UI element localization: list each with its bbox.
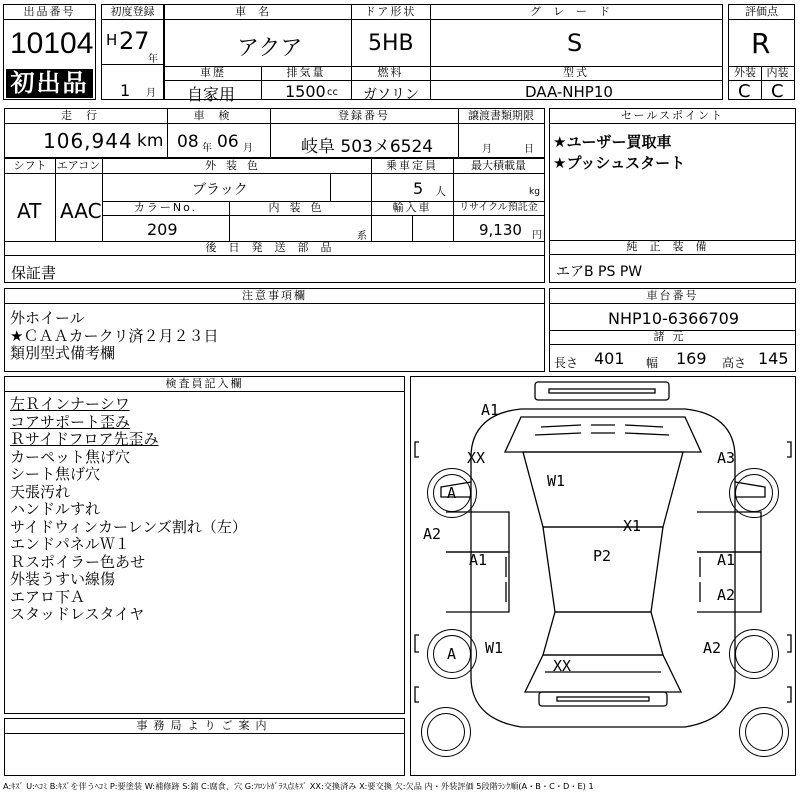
caution-line: 類別型式備考欄 [10, 344, 116, 362]
damage-mark: A3 [717, 449, 736, 467]
inspector-line: Ｒスポイラー色あせ [10, 552, 146, 571]
max-load-label: 最大積載量 [453, 159, 544, 174]
lot-number-cell [3, 4, 96, 100]
model-code: DAA-NHP10 [525, 83, 613, 101]
inspector-line: エアロ下Ａ [10, 587, 86, 606]
year-unit: 年 [148, 54, 158, 65]
sales-point-1: ★ユーザー買取車 [553, 133, 672, 151]
inspection-month: 06 [217, 132, 239, 152]
inspector-line: 天張汚れ [10, 482, 71, 501]
inspector-line: シート焦げ穴 [10, 465, 101, 483]
inspector-line: エンドパネルＷ１ [10, 535, 130, 553]
first-listing-badge: 初出品 [6, 69, 93, 98]
first-registration-cell [101, 4, 164, 100]
displacement-label: 排気量 [261, 66, 351, 81]
caution-label: 注意事項欄 [5, 289, 544, 304]
exterior-color: ブラック [192, 182, 248, 198]
load-unit: kg [529, 187, 540, 197]
damage-mark: A2 [703, 639, 722, 657]
overall-score: R [751, 27, 771, 60]
transfer-day-unit: 日 [524, 144, 534, 155]
aircon-label: エアコン [56, 159, 101, 172]
inspector-line: ハンドルすれ [10, 500, 101, 518]
damage-mark: A [447, 484, 457, 502]
shift-value: AT [17, 199, 42, 223]
displacement: 1500 [285, 82, 326, 101]
color-number: 209 [147, 220, 178, 239]
mileage-block [4, 108, 545, 158]
capacity-label: 乗車定員 [371, 159, 453, 174]
sales-point-label: セールスポイント [550, 109, 795, 124]
later-parts-label: 後日発送部品 [5, 241, 544, 256]
door-type: 5HB [368, 31, 414, 56]
office-block [4, 718, 405, 776]
transfer-doc-label: 譲渡書類期限 [458, 109, 544, 124]
damage-mark: XX [553, 657, 572, 675]
capacity-unit: 人 [435, 185, 446, 198]
inspector-line: コアサポート歪み [10, 412, 131, 431]
later-parts: 保証書 [11, 264, 57, 282]
car-diagram [410, 376, 796, 776]
recycle-label: リサイクル預託金 [453, 201, 544, 216]
damage-mark: A1 [481, 401, 500, 419]
spec-grid [4, 158, 545, 283]
damage-mark: A1 [717, 551, 736, 569]
exterior-score: C [738, 81, 751, 102]
interior-color-label: 内装色 [229, 201, 371, 216]
car-outline [411, 377, 795, 775]
car-name-label: 車名 [165, 5, 351, 20]
damage-mark: X1 [623, 517, 642, 535]
caution-lines [10, 310, 218, 363]
grade-label: グレード [430, 5, 722, 20]
registration-month: 1 [120, 81, 131, 100]
inspection-year: 08 [177, 132, 199, 152]
inspection-label: 車検 [167, 109, 270, 124]
grade: S [567, 29, 583, 57]
month-unit: 月 [146, 88, 156, 99]
interior-score: C [771, 81, 784, 102]
model-label: 型式 [430, 66, 722, 81]
inspector-line: 外装うすい線傷 [10, 570, 116, 588]
inspector-line: スタッドレスタイヤ [10, 605, 145, 623]
fuel: ガソリン [363, 87, 419, 103]
recycle-fee: 9,130 [479, 221, 522, 239]
shift-label: シフト [5, 159, 55, 174]
mileage-unit: km [137, 131, 164, 151]
chassis-number: NHP10-6366709 [608, 309, 740, 328]
genuine-equipment: エアB PS PW [556, 264, 643, 280]
office-label: 事務局よりご案内 [5, 719, 404, 734]
mileage-label: 走行 [5, 109, 167, 124]
car-name: アクア [237, 36, 303, 61]
lot-number-label: 出品番号 [4, 5, 95, 20]
displacement-unit: cc [327, 87, 338, 98]
transfer-month-unit: 月 [482, 144, 492, 155]
car-history: 自家用 [187, 85, 236, 104]
caution-block [4, 288, 545, 372]
main-spec-block [164, 4, 723, 104]
score-cell [728, 4, 795, 100]
caution-line: ★ＣＡＡカークリ済２月２３日 [10, 326, 219, 345]
width-value: 169 [676, 349, 707, 368]
legend-footer: A:ｷｽﾞ U:ﾍｺﾐ B:ｷｽﾞを伴うﾍｺﾐ P:要塗装 W:補修跡 S:錆 C:腐食、穴 G:ﾌﾛﾝﾄｶﾞﾗｽ点ｷｽﾞ XX:交換済み X:要交換 欠:欠品 内・外装評価 5段階ﾗﾝｸ順(A・B・C・D・E) 1 [3, 781, 594, 791]
inspector-label: 検査員記入欄 [5, 377, 404, 392]
inspector-block [4, 376, 405, 714]
score-label: 評価点 [729, 5, 794, 20]
registration-year: 27 [119, 27, 150, 55]
history-label: 車歴 [165, 66, 261, 81]
mileage-value: 106,944 [43, 129, 133, 153]
inspector-line: カーペット焦げ穴 [10, 447, 131, 466]
interior-label: 内装 [761, 66, 794, 81]
recycle-unit: 円 [532, 230, 542, 241]
inspection-month-unit: 月 [243, 143, 253, 154]
inspector-line: Ｒサイドフロア先歪み [10, 430, 159, 448]
dimensions-label: 諸元 [550, 330, 795, 345]
sales-point-2: ★プッシュスタート [553, 154, 686, 172]
first-reg-label: 初度登録 [102, 5, 163, 20]
damage-mark: A1 [469, 551, 488, 569]
capacity: 5 [413, 179, 424, 198]
lot-number: 10104 [10, 27, 94, 60]
color-no-label: カラーNo. [102, 201, 229, 216]
damage-mark: P2 [593, 547, 612, 565]
import-label: 輸入車 [371, 201, 453, 216]
damage-mark: W1 [485, 639, 504, 657]
genuine-equipment-label: 純正装備 [550, 240, 795, 255]
damage-mark: XX [467, 449, 486, 467]
height-label: 高さ [722, 356, 747, 370]
damage-mark: W1 [547, 472, 566, 490]
width-label: 幅 [646, 356, 659, 370]
inspector-lines [10, 396, 247, 624]
length-label: 長さ [554, 356, 579, 370]
inspector-line: サイドウィンカーレンズ割れ（左） [10, 517, 247, 536]
caution-line: 外ホイール [10, 309, 85, 327]
door-label: ドア形状 [351, 5, 430, 20]
exterior-label: 外装 [729, 66, 761, 81]
length-value: 401 [594, 349, 625, 368]
plate-label: 登録番号 [270, 109, 458, 124]
height-value: 145 [758, 349, 789, 368]
damage-mark: A [447, 645, 457, 663]
inspection-year-unit: 年 [202, 143, 212, 154]
plate-number: 岐阜 503メ6524 [301, 137, 434, 157]
chassis-block [549, 288, 796, 372]
exterior-color-label: 外装色 [102, 159, 371, 174]
sales-point-block [549, 108, 796, 283]
damage-mark: A2 [717, 586, 736, 604]
chassis-label: 車台番号 [550, 289, 795, 304]
aircon-value: AAC [60, 199, 102, 223]
inspector-line: 左Ｒインナーシワ [10, 395, 130, 413]
interior-color-unit: 系 [357, 231, 367, 242]
damage-mark: A2 [423, 525, 442, 543]
fuel-label: 燃料 [351, 66, 430, 81]
era: H [106, 31, 118, 49]
